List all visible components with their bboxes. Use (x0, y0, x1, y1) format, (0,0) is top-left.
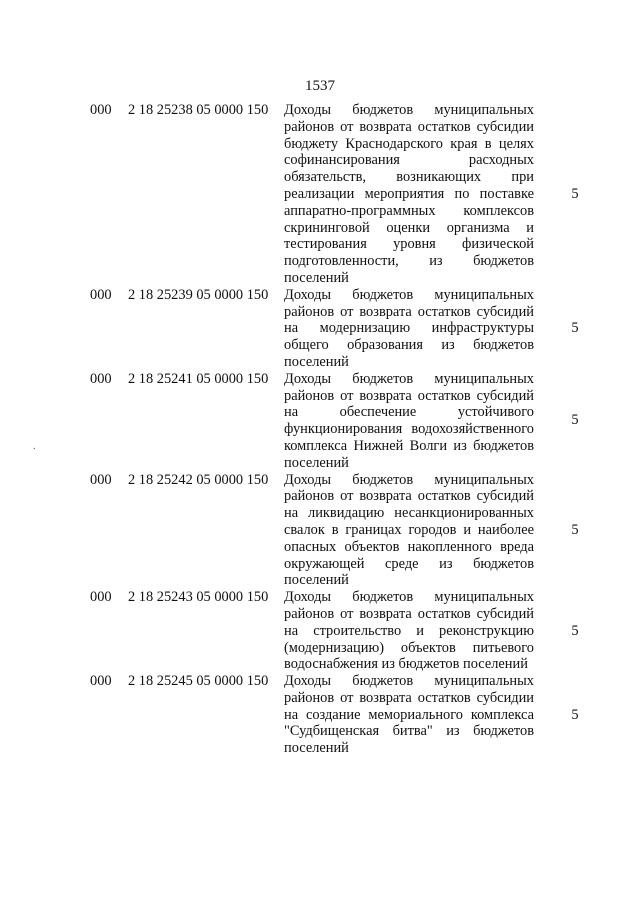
description-line: тестирования уровня физической (284, 236, 534, 253)
description-line: (модернизацию) объектов питьевого (284, 639, 534, 656)
description-line: районов от возврата остатков субсидии (284, 118, 534, 135)
budget-classification-code: 2 18 25245 05 0000 150 (128, 673, 269, 690)
description-line: подготовленности, из бюджетов (284, 253, 534, 270)
description-line: общего образования из бюджетов (284, 337, 534, 354)
description-line: опасных объектов накопленного вреда (284, 538, 534, 555)
description-line: районов от возврата остатков субсидии (284, 689, 534, 706)
description-line: комплекса Нижней Волги из бюджетов (284, 437, 534, 454)
row-value: 5 (571, 320, 579, 337)
table-row (0, 371, 640, 472)
table-row (0, 287, 640, 371)
description-line: Доходы бюджетов муниципальных (284, 370, 534, 387)
description-line: свалок в границах городов и наиболее (284, 521, 534, 538)
row-value: 5 (571, 412, 579, 429)
description-line: водоснабжения из бюджетов поселений (284, 656, 528, 673)
table-row (0, 472, 640, 590)
description-line: Доходы бюджетов муниципальных (284, 102, 534, 118)
row-value: 5 (571, 706, 579, 723)
description-line: на обеспечение устойчивого (284, 404, 534, 421)
description-line: районов от возврата остатков субсидий (284, 488, 534, 505)
table-row (0, 673, 640, 757)
income-description (284, 287, 534, 371)
page-number: 1537 (305, 78, 335, 94)
description-line: на ликвидацию несанкционированных (284, 505, 534, 522)
description-line: районов от возврата остатков субсидий (284, 303, 534, 320)
description-line: Доходы бюджетов муниципальных (284, 673, 534, 690)
income-description (284, 102, 534, 287)
description-line: поселений (284, 269, 349, 286)
budget-table (0, 102, 640, 757)
description-line: обязательств, возникающих при (284, 169, 534, 186)
admin-code: 000 (90, 370, 112, 387)
description-line: на строительство и реконструкцию (284, 622, 534, 639)
description-line: на создание мемориального комплекса (284, 706, 534, 723)
description-line: районов от возврата остатков субсидий (284, 387, 534, 404)
admin-code: 000 (90, 589, 112, 606)
admin-code: 000 (90, 286, 112, 303)
description-line: бюджету Краснодарского края в целях (284, 135, 534, 152)
description-line: аппаратно-программных комплексов (284, 202, 534, 219)
description-line: реализации мероприятия по поставке (284, 185, 534, 202)
admin-code: 000 (90, 673, 112, 690)
description-line: Доходы бюджетов муниципальных (284, 589, 534, 606)
income-description (284, 589, 534, 673)
description-line: "Судбищенская битва" из бюджетов (284, 723, 534, 740)
row-value: 5 (571, 521, 579, 538)
description-line: функционирования водохозяйственного (284, 421, 534, 438)
description-line: районов от возврата остатков субсидий (284, 605, 534, 622)
description-line: поселений (284, 454, 349, 471)
description-line: скрининговой оценки организма и (284, 219, 534, 236)
budget-classification-code: 2 18 25238 05 0000 150 (128, 102, 269, 118)
description-line: поселений (284, 740, 349, 757)
table-row (0, 102, 640, 287)
budget-classification-code: 2 18 25241 05 0000 150 (128, 370, 269, 387)
description-line: Доходы бюджетов муниципальных (284, 286, 534, 303)
admin-code: 000 (90, 102, 112, 118)
description-line: софинансирования расходных (284, 152, 534, 169)
description-line: Доходы бюджетов муниципальных (284, 471, 534, 488)
description-line: окружающей среде из бюджетов (284, 555, 534, 572)
income-description (284, 371, 534, 472)
description-line: на модернизацию инфраструктуры (284, 320, 534, 337)
description-line: поселений (284, 353, 349, 370)
budget-classification-code: 2 18 25242 05 0000 150 (128, 471, 269, 488)
income-description (284, 472, 534, 590)
income-description (284, 673, 534, 757)
admin-code: 000 (90, 471, 112, 488)
description-line: поселений (284, 572, 349, 589)
row-value: 5 (571, 186, 579, 202)
budget-classification-code: 2 18 25243 05 0000 150 (128, 589, 269, 606)
margin-mark: . (33, 441, 36, 452)
table-row (0, 589, 640, 673)
row-value: 5 (571, 622, 579, 639)
budget-classification-code: 2 18 25239 05 0000 150 (128, 286, 269, 303)
